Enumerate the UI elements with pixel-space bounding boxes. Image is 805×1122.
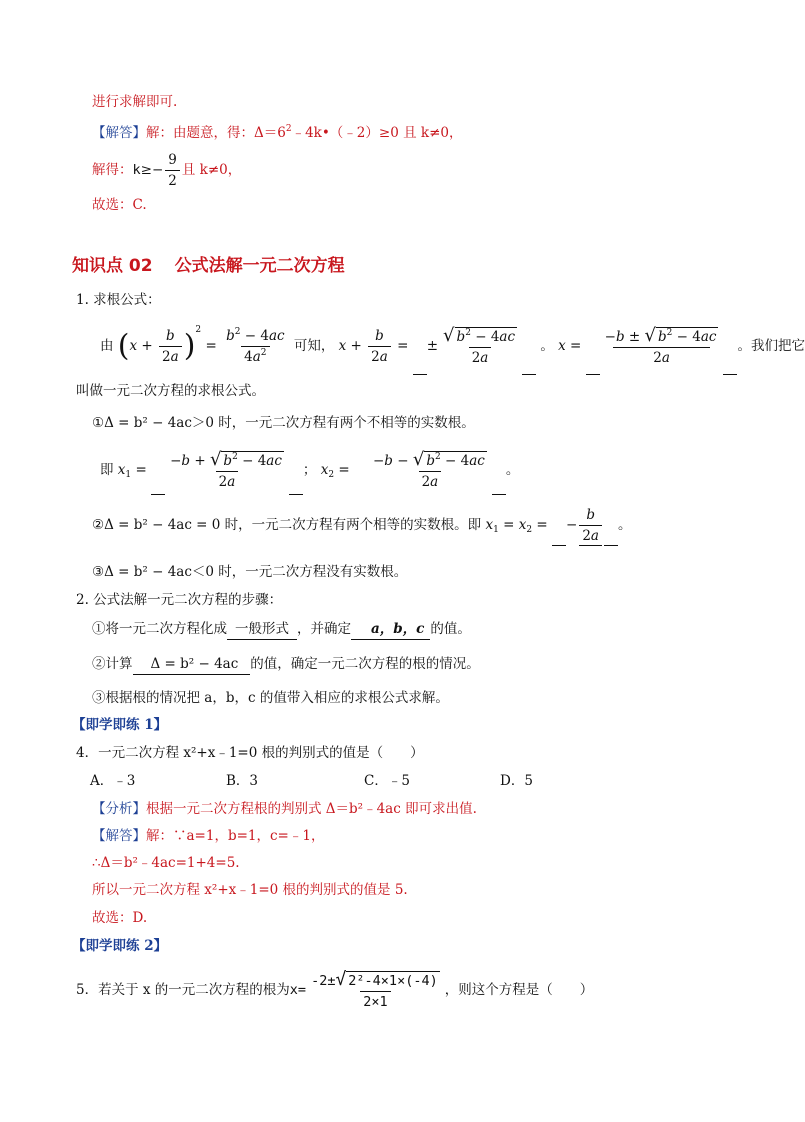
step-3: ③根据根的情况把 a，b，c 的值带入相应的求根公式求解。 (92, 690, 449, 706)
answer-tag: 【解答】 (92, 125, 146, 141)
q2-num-pre: -2± (311, 972, 336, 989)
practice-2-question (76, 966, 593, 1014)
solve-k: k (132, 162, 141, 178)
frac-root-formula: $\frac{-b \pm √ b^2 - 4ac}{2a}$ (604, 324, 717, 366)
q2-den: 2×1 (360, 991, 390, 1011)
case-1: ①Δ = b² − 4ac＞0 时，一元二次方程有两个不相等的实数根。 (92, 415, 475, 431)
answer-1-text: 解：∵a=1，b=1，c=﹣1， (146, 828, 325, 844)
solve-rest: 且 k≠0， (181, 162, 242, 178)
step-2-a: ②计算 (92, 656, 133, 672)
answer-sup: 2 (285, 124, 292, 134)
case-2-text: ②Δ = b² − 4ac = 0 时，一元二次方程有两个相等的实数根。即 (92, 517, 482, 533)
step-2-b: 的值，确定一元二次方程的根的情况。 (250, 656, 480, 672)
frac-neg-b-2a: $\frac{b}{2a}$ (579, 506, 602, 546)
heading-title: 公式法解一元二次方程 (174, 256, 345, 276)
answer-rest: ﹣4k•（﹣2）≥0 且 k≠0， (291, 125, 463, 141)
frac-x1: $\frac{-b + √ b^2 - 4ac}{2a}$ (170, 448, 282, 490)
prev-line-4: 故选：C. (92, 197, 147, 213)
roots-prefix: 即 (100, 462, 114, 478)
root-formula-line: 由 (x + $\frac{b}{2a}$ )$^2$ = $\frac{b^2 - 4ac}{4a^2}$ 可知， x + $\frac{b}{2a}$ = ± $\frac{√ b^2 - 4ac}{2a}$ 。 x = $\frac{-b \pm √ b^2 - 4ac}{2a}$ 。我们把它 (100, 318, 805, 375)
solve-prefix: 解得： (92, 162, 133, 178)
practice-1-option-b[interactable]: B．3 (226, 773, 259, 789)
case-1-roots: 即 $x_1$ = $\frac{-b + √ b^2 - 4ac}{2a}$ ； $x_2$ = $\frac{-b - √ b^2 - 4ac}{2a}$ 。 (100, 445, 519, 495)
step-1 (92, 619, 471, 640)
analysis-text: 根据一元二次方程根的判别式 Δ＝b²﹣4ac 即可求出值. (146, 801, 477, 817)
step-1-c: 的值。 (430, 621, 471, 637)
s2-title: 2. 公式法解一元二次方程的步骤： (76, 592, 283, 608)
practice-1-question: 4．一元二次方程 x²+x﹣1=0 根的判别式的值是（ ） (76, 745, 424, 761)
case-3: ③Δ = b² − 4ac＜0 时，一元二次方程没有实数根。 (92, 564, 408, 580)
practice-1-option-c[interactable]: C．﹣5 (364, 773, 410, 789)
solve-geq: ≥ (140, 162, 152, 178)
answer-text: 解：由题意，得：Δ＝6 (146, 125, 286, 141)
s1-cont: 叫做一元二次方程的求根公式。 (76, 383, 265, 399)
step-1-a: ①将一元二次方程化成 (92, 621, 227, 637)
practice-1-option-a[interactable]: A．﹣3 (90, 773, 136, 789)
q2-prefix: 5．若关于 x 的一元二次方程的根为 (76, 982, 290, 998)
frac-disc-4a2: $\frac{b^2 - 4ac}{4a^2}$ (226, 327, 285, 365)
formula-mid2: 。 (540, 338, 554, 354)
analysis-tag: 【分析】 (92, 801, 146, 817)
practice-2-tag: 【即学即练 2】 (72, 938, 168, 954)
formula-mid1: 可知， (293, 338, 335, 354)
solve-fraction (165, 151, 180, 190)
frac-x2: $\frac{-b - √ b^2 - 4ac}{2a}$ (372, 448, 485, 490)
prev-line-2 (92, 123, 462, 143)
section-heading (72, 256, 345, 276)
answer-line (92, 826, 324, 846)
analysis-line (92, 799, 477, 819)
step-2 (92, 654, 480, 675)
answer-conclusion: 所以一元二次方程 x²+x﹣1=0 根的判别式的值是 5. (92, 882, 408, 898)
q2-fraction: $\frac{\text{-2±√ 2²-4×1×(-4)}}{2\times 1}$ (311, 968, 438, 1010)
prev-line-1: 进行求解即可. (92, 94, 178, 110)
practice-1-option-d[interactable]: D．5 (500, 773, 533, 789)
minus-sign: − (151, 162, 164, 178)
answer-choice: 故选：D. (92, 910, 148, 926)
q2-num-rad: 2²-4×1×(-4) (348, 972, 438, 989)
frac-sqrt-2a: $\frac{√ b^2 - 4ac}{2a}$ (443, 324, 516, 366)
q2-suffix: ，则这个方程是（ ） (444, 982, 594, 998)
q2-x: x= (289, 982, 307, 998)
step-1-abc: a，b，c (371, 621, 425, 637)
step-1-b: ，并确定 (297, 621, 351, 637)
answer-1-tag: 【解答】 (92, 828, 146, 844)
step-1-blank: 一般形式 (227, 619, 297, 640)
prev-line-3 (92, 150, 241, 190)
formula-end: 。我们把它 (737, 338, 805, 354)
case-2: ②Δ = b² − 4ac = 0 时，一元二次方程有两个相等的实数根。即 $x_1 = x_2$ = − $\frac{b}{2a}$ 。 (92, 506, 632, 544)
fraction-den: 2 (165, 170, 180, 190)
s1-title: 1. 求根公式： (76, 292, 161, 308)
step-2-blank: Δ = b² − 4ac (133, 654, 251, 675)
heading-label: 知识点 02 (72, 256, 153, 276)
fraction-num: 9 (168, 152, 177, 168)
practice-1-tag: 【即学即练 1】 (72, 717, 168, 733)
answer-step: ∴Δ＝b²﹣4ac=1+4=5. (92, 855, 240, 871)
frac-b-2a: $\frac{b}{2a}$ (159, 327, 182, 366)
formula-prefix: 由 (100, 338, 114, 354)
